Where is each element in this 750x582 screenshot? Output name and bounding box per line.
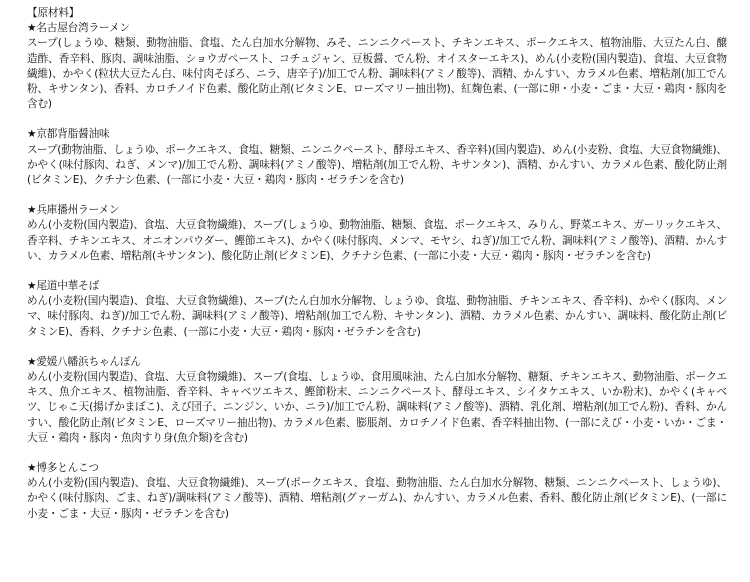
ingredient-section-kyoto <box>27 127 727 188</box>
ingredient-section-onomichi <box>27 279 727 340</box>
section-body: めん(小麦粉(国内製造)、食塩、大豆食物繊維)、スープ(たん白加水分解物、しょうゆ、食塩、動物油脂、チキンエキス、香辛料)、かやく(豚肉、メンマ、味付豚肉、ねぎ)/加工でん粉、調味料(アミノ酸等)、増粘剤(加工でん粉、キサンタン)、酒精、カラメル色素、かんすい、調味料、酸化防止剤(ビタミンE)、香料、クチナシ色素、(一部に小麦・大豆・鶏肉・豚肉・ゼラチンを含む) <box>27 295 727 338</box>
ingredient-section-ehime <box>27 355 727 446</box>
section-body: めん(小麦粉(国内製造)、食塩、大豆食物繊維)、スープ(ポークエキス、食塩、動物油脂、たん白加水分解物、糖類、ニンニクペースト、しょうゆ)、かやく(味付豚肉、ごま、ねぎ)/調味料(アミノ酸等)、酒精、増粘剤(グァーガム)、かんすい、カラメル色素、香料、酸化防止剤(ビタミンE)、(一部に小麦・ごま・大豆・豚肉・ゼラチンを含む) <box>27 477 727 520</box>
ingredient-section-hakata <box>27 461 727 522</box>
section-body: スープ(しょうゆ、糖類、動物油脂、食塩、たん白加水分解物、みそ、ニンニクペースト、チキンエキス、ポークエキス、植物油脂、大豆たん白、醸造酢、香辛料、豚肉、調味油脂、ショウガペースト、コチュジャン、豆板醤、でん粉、オイスターエキス)、めん(小麦粉(国内製造)、食塩、大豆食物繊維)、かやく(粒状大豆たん白、味付肉そぼろ、ニラ、唐辛子)/加工でん粉、調味料(アミノ酸等)、酒精、かんすい、カラメル色素、増粘剤(加工でん粉、キサンタン)、香料、カロチノイド色素、酸化防止剤(ビタミンE、ローズマリー抽出物)、紅麹色素、(一部に卵・小麦・ごま・大豆・鶏肉・豚肉を含む) <box>27 37 727 111</box>
ingredient-section-nagoya <box>27 21 727 112</box>
section-body: めん(小麦粉(国内製造)、食塩、大豆食物繊維)、スープ(食塩、しょうゆ、食用風味油、たん白加水分解物、糖類、チキンエキス、動物油脂、ポークエキス、魚介エキス、植物油脂、香辛料、キャベツエキス、鰹節粉末、ニンニクペースト、酵母エキス、シイタケエキス、いか粉末)、かやく(キャベツ、じゃこ天(揚げかまぼこ)、えび団子、ニンジン、いか、ニラ)/加工でん粉、調味料(アミノ酸等)、酒精、乳化剤、増粘剤(加工でん粉)、香料、かんすい、酸化防止剤(ビタミンE、ローズマリー抽出物)、カラメル色素、膨脹剤、カロチノイド色素、香辛料抽出物、(一部にえび・小麦・いか・ごま・大豆・鶏肉・豚肉・魚肉すり身(魚介類)を含む) <box>27 371 727 444</box>
section-title: ★兵庫播州ラーメン <box>27 204 120 217</box>
section-title: ★名古屋台湾ラーメン <box>27 22 130 35</box>
ingredient-section-hyogo <box>27 203 727 264</box>
section-title: ★尾道中華そば <box>27 280 100 293</box>
section-title: ★愛媛八幡浜ちゃんぽん <box>27 355 141 368</box>
ingredients-document <box>27 6 727 522</box>
ingredients-heading: 【原材料】 <box>27 7 80 19</box>
section-title: ★博多とんこつ <box>27 462 99 475</box>
section-body: めん(小麦粉(国内製造)、食塩、大豆食物繊維)、スープ(しょうゆ、動物油脂、糖類、食塩、ポークエキス、みりん、野菜エキス、ガーリックエキス、香辛料、チキンエキス、オニオンパウダー、鰹節エキス)、かやく(味付豚肉、メンマ、モヤシ、ねぎ)/加工でん粉、調味料(アミノ酸等)、酒精、かんすい、カラメル色素、増粘剤(キサンタン)、酸化防止剤(ビタミンE)、クチナシ色素、(一部に小麦・大豆・鶏肉・豚肉・ゼラチンを含む) <box>27 219 727 262</box>
section-title: ★京都背脂醤油味 <box>27 128 110 141</box>
section-body: スープ(動物油脂、しょうゆ、ポークエキス、食塩、糖類、ニンニクペースト、酵母エキス、香辛料)(国内製造)、めん(小麦粉、食塩、大豆食物繊維)、かやく(味付豚肉、ねぎ、メンマ)/加工でん粉、調味料(アミノ酸等)、増粘剤(加工でん粉、キサンタン)、酒精、かんすい、カラメル色素、酸化防止剤(ビタミンE)、クチナシ色素、(一部に小麦・大豆・鶏肉・豚肉・ゼラチンを含む) <box>27 143 727 187</box>
